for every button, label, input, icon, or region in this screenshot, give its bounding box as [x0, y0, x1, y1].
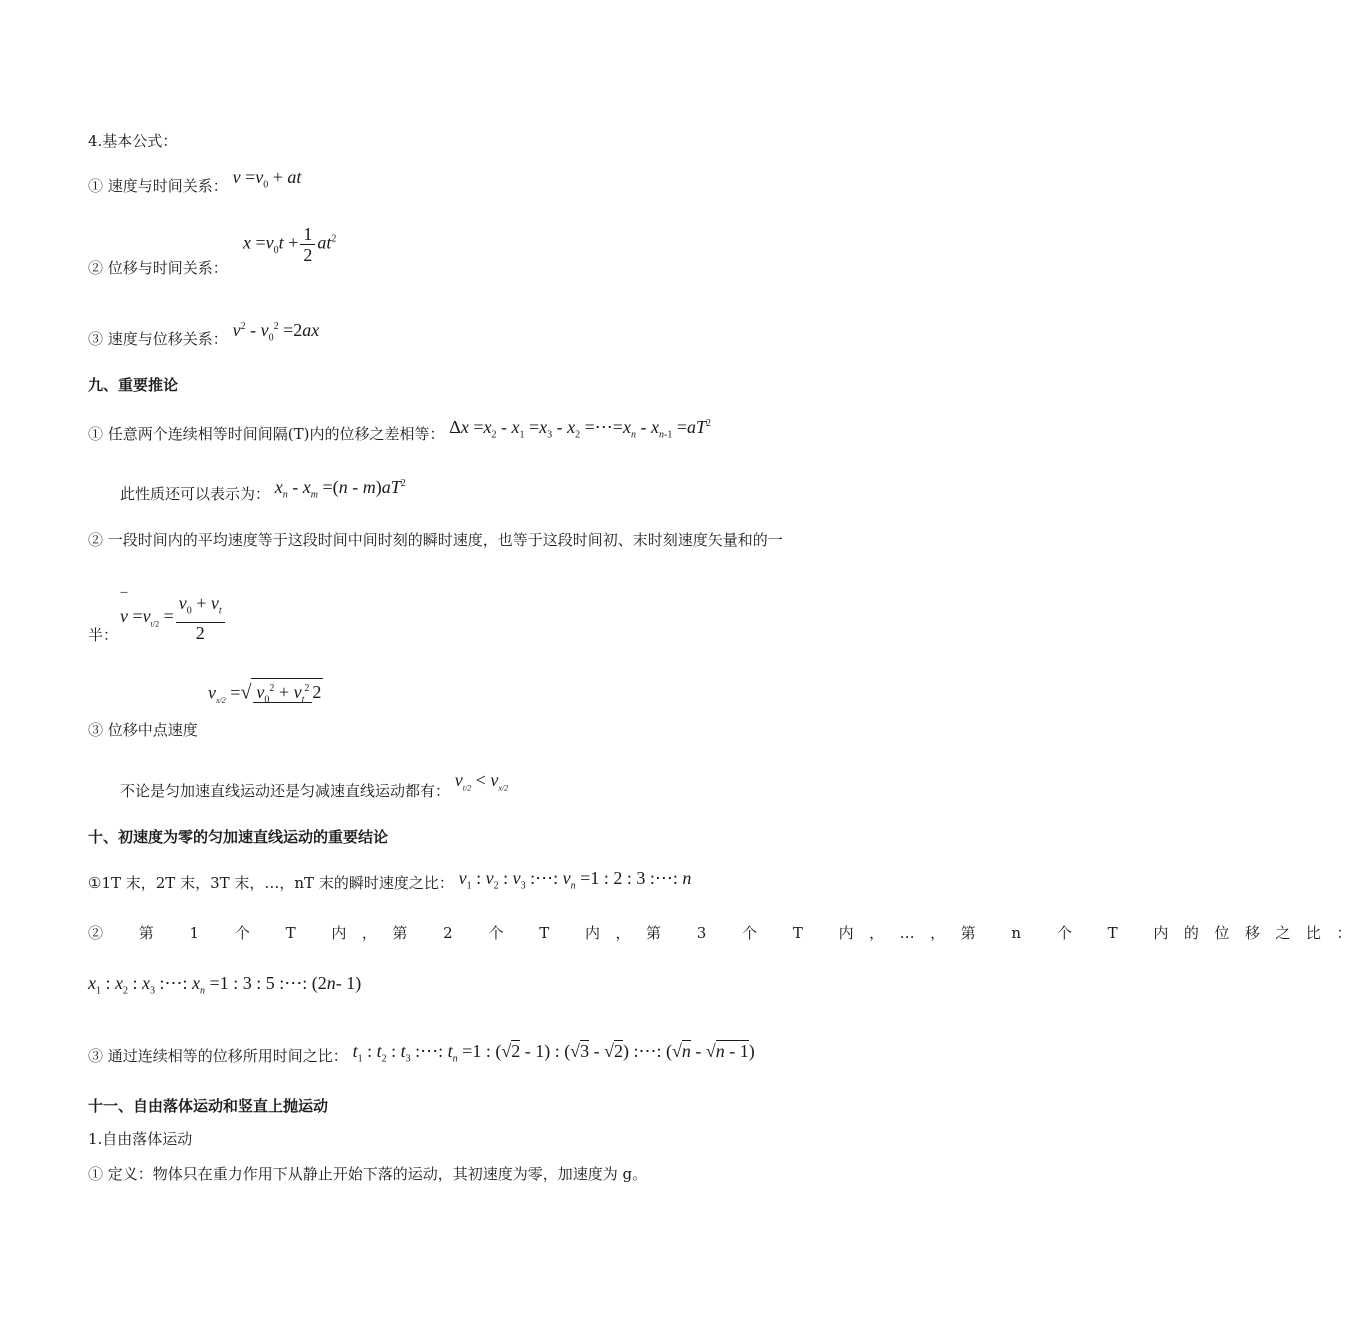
formula-expression: $v_1$ : $v_2$ : $v_3$ :⋯: $v_n =1$ : 2 : 3 :⋯: n: [458, 868, 692, 892]
section11-heading: 十一、自由落体运动和竖直上抛运动: [88, 1097, 329, 1115]
section10-item1: [88, 868, 692, 901]
formula-expression: $v =v_0$ + at: [232, 167, 302, 191]
section9-item3-note: [120, 770, 509, 809]
formula-expression: $v^2 - v_0^2 =2ax$: [232, 320, 320, 344]
formula-expression: $\Delta x =x_2 - x_1 =x_3 - x_2$ $=\cdots=x_n - x_{n-1} =aT^2$: [449, 417, 711, 441]
formula-expression: $v_{t/2} < v_{x/2}$: [454, 770, 509, 793]
section11-sub1: 1.自由落体运动: [88, 1130, 193, 1148]
section10-item2: ② 第 1 个 T 内，第 2 个 T 内，第 3 个 T 内，…，第 n 个 T 内的位移之比：: [88, 924, 1367, 942]
basic-formulas-title: 4.基本公式：: [88, 132, 178, 150]
formula-expression: $t_1$ : $t_2$ : $t_3$ :⋯: $t_n =1$ : (√2 - 1) : (√3 - √2) :⋯: (√n - √n - 1): [352, 1041, 755, 1065]
formula-label: ② 位移与时间关系：: [88, 259, 228, 277]
item-label: ①1T 末，2T 末，3T 末，…，nT 末的瞬时速度之比：: [88, 874, 454, 892]
note-label: 不论是匀加速直线运动还是匀减速直线运动都有：: [120, 782, 451, 800]
section9-item1-note: [120, 477, 406, 512]
formula-label: ③ 速度与位移关系：: [88, 330, 228, 348]
item-label: ③ 位移中点速度: [88, 721, 198, 739]
section11-definition: ① 定义：物体只在重力作用下从静止开始下落的运动，其初速度为零，加速度为 g。: [88, 1165, 648, 1183]
note-label: 此性质还可以表示为：: [120, 485, 271, 503]
item-label: ① 任意两个连续相等时间间隔(T)内的位移之差相等：: [88, 425, 445, 443]
section10-item2-formula: [88, 973, 361, 1002]
formula-velocity-displacement: [88, 320, 320, 357]
item-label: ③ 通过连续相等的位移所用时间之比：: [88, 1047, 348, 1065]
formula-label: ① 速度与时间关系：: [88, 177, 228, 195]
section9-item3: [88, 681, 322, 740]
section10-item3: [88, 1041, 755, 1074]
formula-expression: $x_1$ : $x_2$ : $x_3$ :⋯: $x_n =1$ : 3 : 5 :⋯: (2n- 1): [88, 973, 362, 997]
formula-velocity-time: [88, 167, 302, 204]
formula-expression: $v_{x/2}$ =√ $v_0^2 + v_t^2$ 2: [208, 678, 325, 711]
section9-item2-line2: [88, 589, 222, 645]
section9-item2-line1: ② 一段时间内的平均速度等于这段时间中间时刻的瞬时速度，也等于这段时间初、末时刻速度矢量和的一: [88, 531, 783, 549]
section9-item1: [88, 417, 711, 452]
formula-expression: ‾ $v =v_{t/2}$ = $\frac{v_0 + v_t}{2}$: [120, 593, 227, 643]
formula-expression: $x =v_0t$ + $\frac{1}{2}$ $at^2$: [243, 224, 337, 265]
formula-displacement-time: [88, 224, 337, 278]
formula-expression: $x_n - x_m =(n - m)aT^2$: [274, 477, 406, 501]
section9-heading: 九、重要推论: [88, 376, 179, 394]
section10-heading: 十、初速度为零的匀加速直线运动的重要结论: [88, 828, 389, 846]
item-label: 半：: [88, 626, 119, 644]
